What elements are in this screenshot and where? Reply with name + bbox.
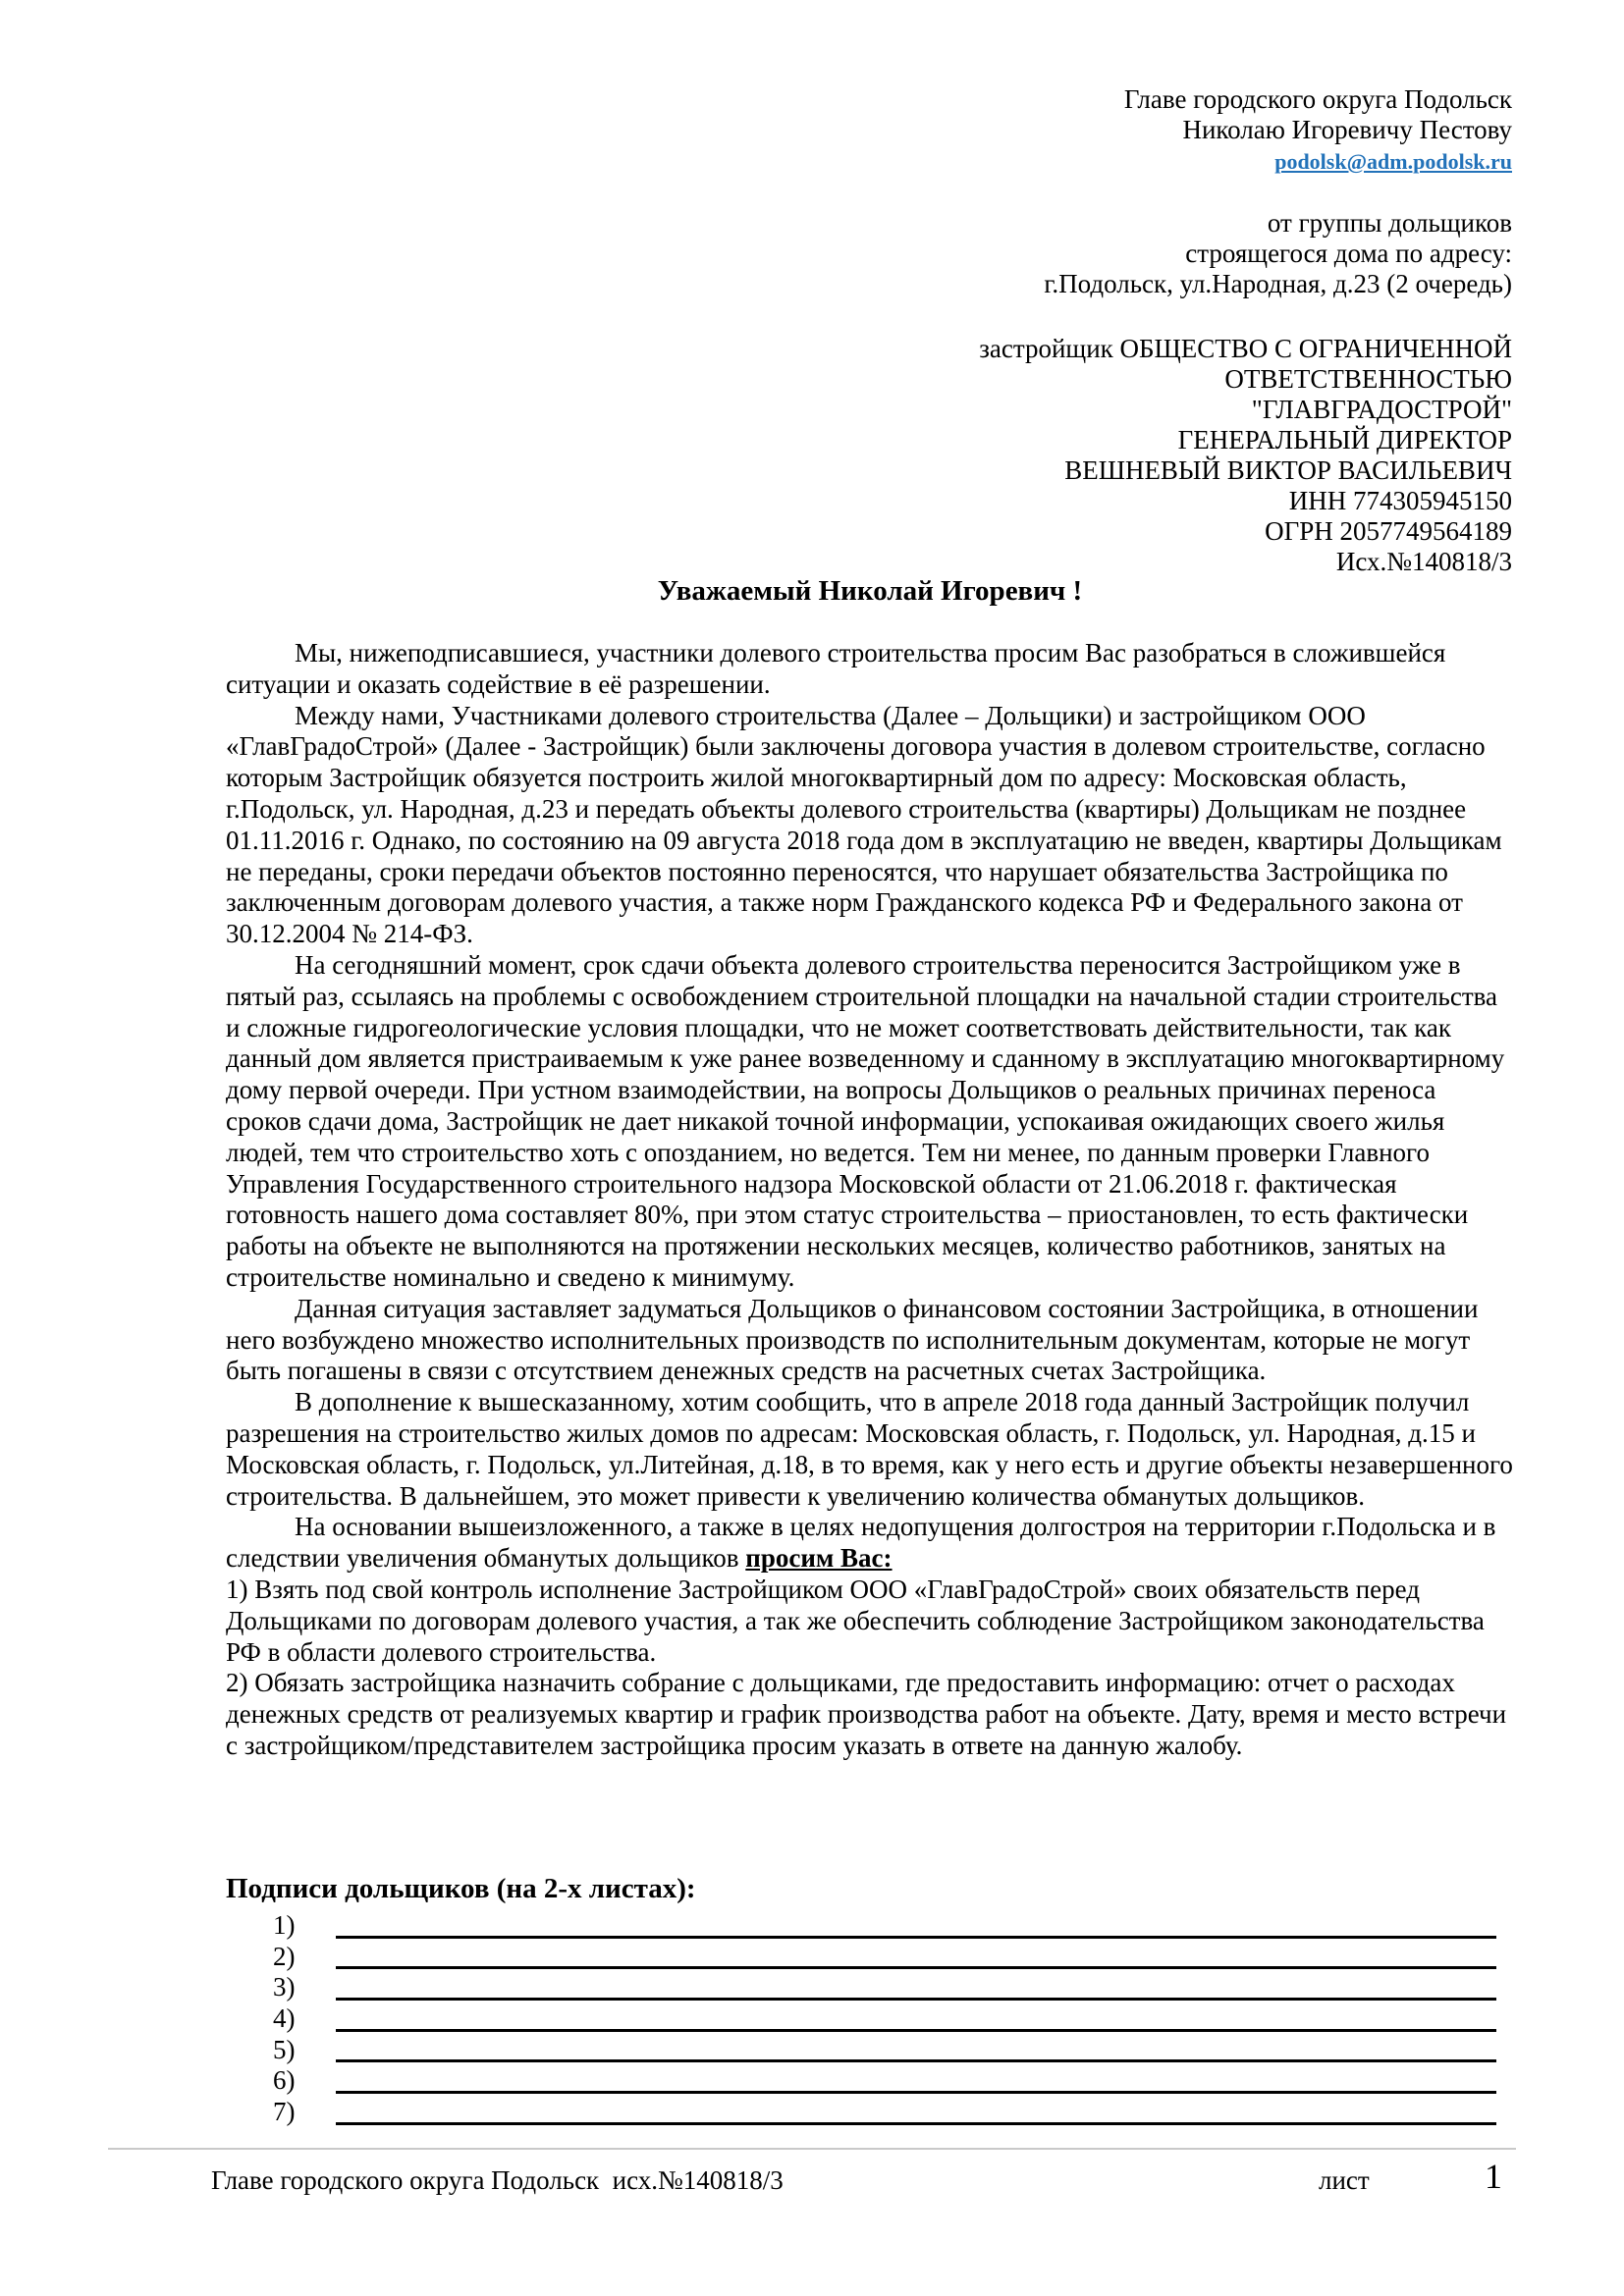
paragraph: На сегодняшний момент, срок сдачи объекта долевого строительства переносится Застройщиком уже в пятый раз, ссылаясь на проблемы с освобождением строительной площадки на начальной стадии строительства и сложные гидрогеологические условия площадки, что не может соответствовать действительности, так как данный дом является пристраиваемым к уже ранее возведенному и сданному в эксплуатацию многоквартирному дому первой очереди. При устном взаимодействии, на вопросы Дольщиков о реальных причинах переноса сроков сдачи дома, Застройщик не дает никакой точной информации, успокаивая ожидающих своего жилья людей, тем что строительство хоть с опозданием, но ведется. Тем ни менее, по данным проверки Главного Управления Государственного строительного надзора Московской области от 21.06.2018 г. фактическая готовность нашего дома составляет 80%, при этом статус строительства – приостановлен, то есть фактически работы на объекте не выполняются на протяжении нескольких месяцев, количество работников, занятых на строительстве номинально и сведено к минимуму. [226, 949, 1505, 1292]
list-item: 2) Обязать застройщика назначить собрание с дольщиками, где предоставить информацию: отчет о расходах денежных средств от реализуемых квартир и график производства работ на объекте. Дату, время и место встречи с застройщиком/представителем застройщика просим указать в ответе на данную жалобу. [226, 1668, 1507, 1760]
signature-line [336, 2029, 1496, 2032]
signature-line [336, 1998, 1496, 2001]
recipient-block [1124, 84, 1512, 176]
paragraph: В дополнение к вышесказанному, хотим сообщить, что в апреле 2018 года данный Застройщик получил разрешения на строительство жилых домов по адресам: Московская область, г. Подольск, ул. Народная, д.15 и Московская область, г. Подольск, ул.Литейная, д.18, в то время, как у него есть и другие объекты незавершенного строительства. В дальнейшем, это может привести к увеличению количества обманутых дольщиков. [226, 1387, 1513, 1511]
signature-row [226, 1910, 1514, 1942]
developer-line: застройщик ОБЩЕСТВО С ОГРАНИЧЕННОЙ [979, 334, 1512, 363]
signature-line [336, 2091, 1496, 2094]
paragraph: Данная ситуация заставляет задуматься Дольщиков о финансовом состоянии Застройщика, в отношении него возбуждено множество исполнительных производств по исполнительным документам, которые не могут быть погашены в связи с отсутствием денежных средств на расчетных счетах Застройщика. [226, 1293, 1479, 1386]
signature-line [336, 2122, 1496, 2125]
developer-block [979, 334, 1512, 577]
signature-number: 3) [273, 1972, 296, 2002]
signature-number: 7) [273, 2097, 296, 2127]
signature-number: 6) [273, 2065, 296, 2096]
signature-line [336, 1966, 1496, 1969]
signature-row [226, 2097, 1514, 2128]
sender-line: от группы дольщиков [1267, 208, 1512, 238]
signature-number: 1) [273, 1910, 296, 1940]
signature-number: 2) [273, 1941, 296, 1971]
signature-row [226, 2035, 1514, 2066]
salutation: Уважаемый Николай Игоревич ! [657, 575, 1083, 607]
sender-block [1044, 208, 1512, 299]
developer-line: Исх.№140818/3 [1335, 547, 1512, 576]
request-intro: На основании вышеизложенного, а также в целях недопущения долгостроя на территории г.Подольска и в следствии увеличения обманутых дольщиков [226, 1512, 1496, 1574]
signature-row [226, 2003, 1514, 2035]
footer-separator [108, 2148, 1516, 2150]
request-paragraph [226, 1512, 1514, 1575]
list-item: 1) Взять под свой контроль исполнение Застройщиком ООО «ГлавГрадоСтрой» своих обязательств перед Дольщиками по договорам долевого участия, а так же обеспечить соблюдение Застройщиком законодательства РФ в области долевого строительства. [226, 1574, 1485, 1667]
paragraph: Мы, нижеподписавшиеся, участники долевого строительства просим Вас разобраться в сложившейся ситуации и оказать содействие в её разрешении. [226, 638, 1446, 699]
recipient-line: Николаю Игоревичу Пестову [1182, 115, 1512, 144]
signatures-title: Подписи дольщиков (на 2-х листах): [226, 1873, 696, 1904]
letter-body [226, 638, 1514, 1762]
sender-line: строящегося дома по адресу: [1185, 239, 1512, 268]
paragraph: Между нами, Участниками долевого строительства (Далее – Дольщики) и застройщиком ООО «ГлавГрадоСтрой» (Далее - Застройщик) были заключены договора участия в долевом строительстве, согласно которым Застройщик обязуется построить жилой многоквартирный дом по адресу: Московская область, г.Подольск, ул. Народная, д.23 и передать объекты долевого строительства (квартиры) Дольщикам не позднее 01.11.2016 г. Однако, по состоянию на 09 августа 2018 года дом в эксплуатацию не введен, квартиры Дольщикам не переданы, сроки передачи объектов постоянно переносятся, что нарушает обязательства Застройщика по заключенным договорам долевого участия, а также норм Гражданского кодекса РФ и Федерального закона от 30.12.2004 № 214-ФЗ. [226, 700, 1502, 949]
sender-line: г.Подольск, ул.Народная, д.23 (2 очередь) [1044, 269, 1512, 298]
email-link[interactable]: podolsk@adm.podolsk.ru [1274, 149, 1512, 174]
signature-row [226, 1972, 1514, 2003]
developer-line: ИНН 774305945150 [1288, 486, 1512, 515]
footer-reference: Главе городского округа Подольск исх.№140818/3 [211, 2165, 784, 2195]
sheet-label: лист [1319, 2165, 1370, 2195]
developer-line: ВЕШНЕВЫЙ ВИКТОР ВАСИЛЬЕВИЧ [1064, 455, 1512, 485]
signature-line [336, 1936, 1496, 1939]
signature-row [226, 2065, 1514, 2097]
developer-line: ОТВЕТСТВЕННОСТЬЮ [1224, 364, 1512, 394]
developer-line: ГЕНЕРАЛЬНЫЙ ДИРЕКТОР [1177, 425, 1512, 454]
recipient-line: Главе городского округа Подольск [1123, 84, 1512, 114]
developer-line: "ГЛАВГРАДОСТРОЙ" [1251, 395, 1512, 424]
signature-row [226, 1942, 1514, 1973]
page-number: 1 [1485, 2157, 1502, 2196]
signature-line [336, 2059, 1496, 2062]
signature-number: 5) [273, 2034, 296, 2064]
developer-line: ОГРН 2057749564189 [1265, 516, 1512, 546]
signature-number: 4) [273, 2003, 296, 2034]
request-emphasis: просим Вас: [745, 1543, 893, 1574]
signatures-list [226, 1910, 1514, 2128]
